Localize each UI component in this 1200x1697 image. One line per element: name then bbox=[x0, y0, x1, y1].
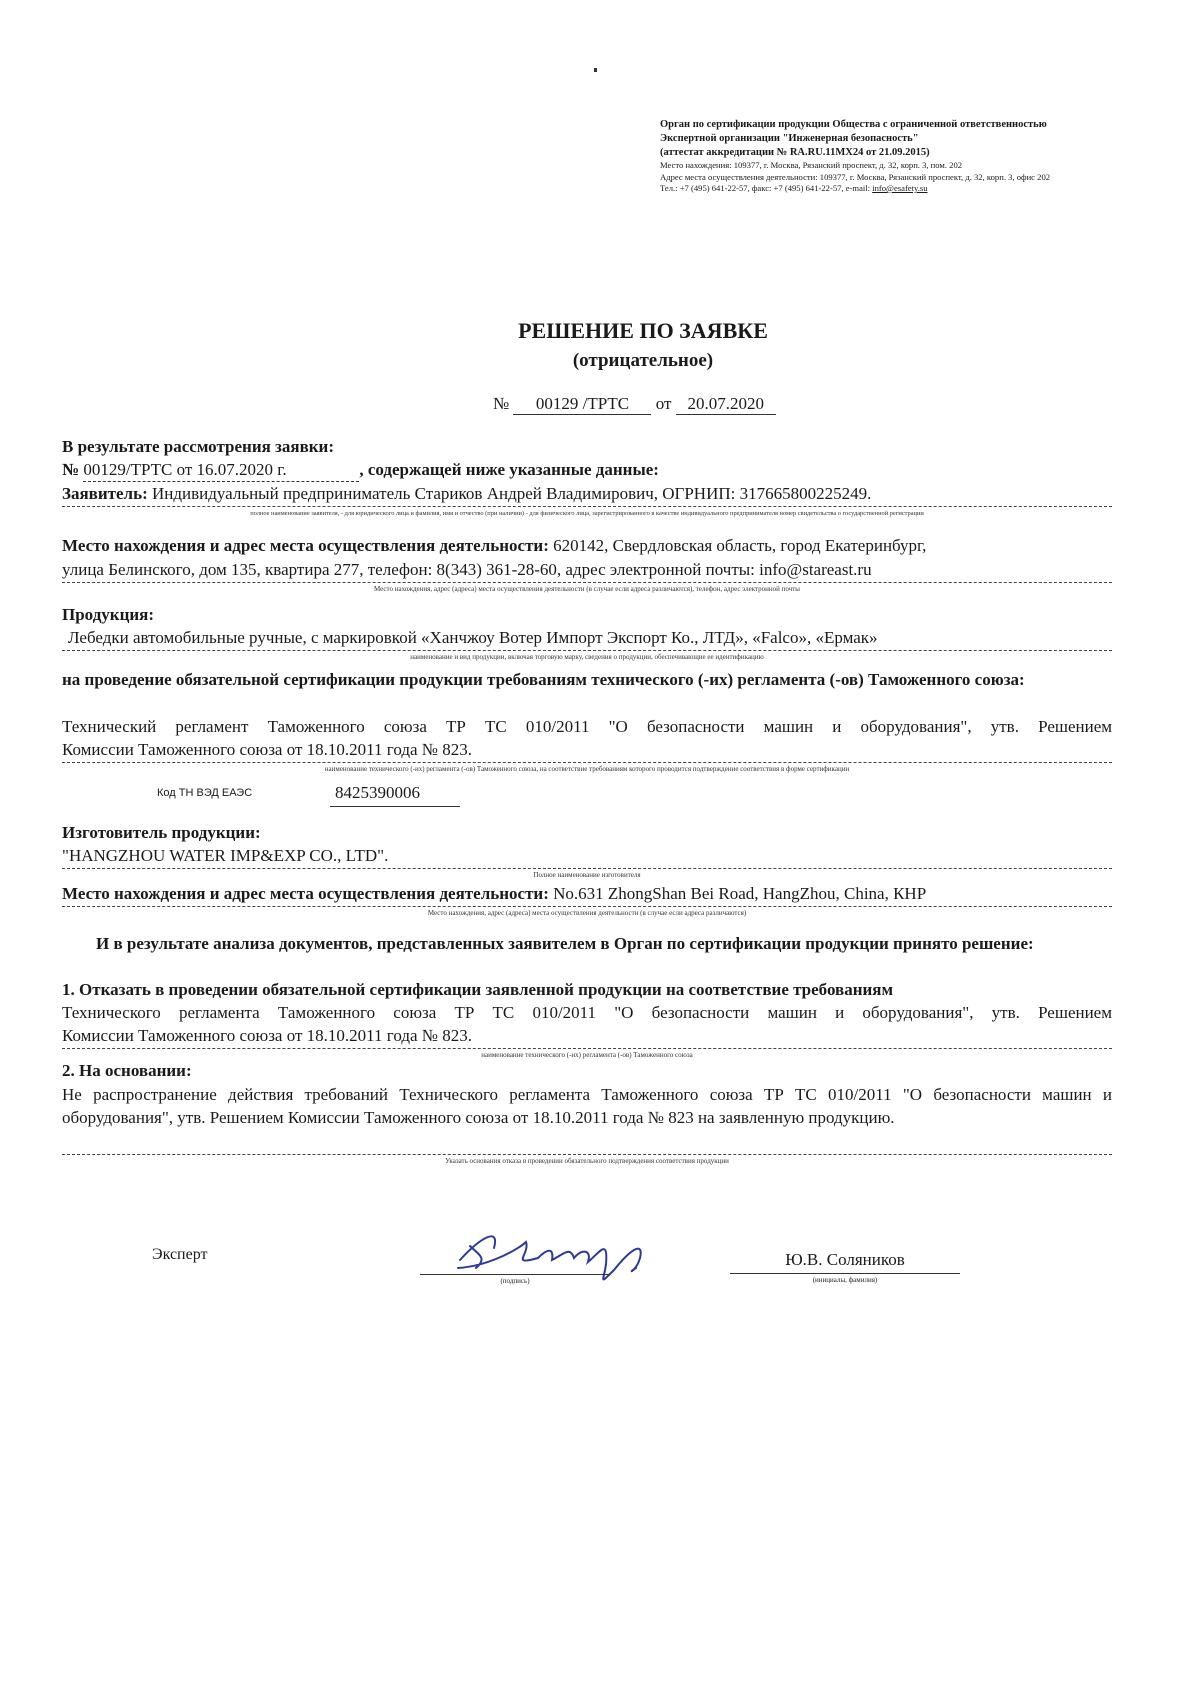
org-attestat: (аттестат аккредитации № RA.RU.11MX24 от 21.09.2015) bbox=[660, 147, 930, 158]
org-location: Место нахождения: 109377, г. Москва, Рязанский проспект, д. 32, корп. 3, пом. 202 bbox=[660, 160, 963, 170]
org-email-link[interactable]: info@esafety.su bbox=[872, 183, 928, 193]
signature-caption: (подпись) bbox=[500, 1277, 530, 1285]
regulation-underline bbox=[62, 762, 1112, 763]
org-header bbox=[660, 118, 1100, 195]
application-number-line: № 00129/ТРТС от 16.07.2020 г. , содержащей ниже указанные данные: bbox=[62, 459, 1112, 482]
decision-item-1-text-2: Комиссии Таможенного союза от 18.10.2011 года № 823. bbox=[62, 1026, 473, 1045]
decision-item-1-text-1: Технического регламента Таможенного союза ТР ТС 010/2011 "О безопасности машин и оборудования", утв. Решением bbox=[62, 1003, 1112, 1022]
location-line-2: улица Белинского, дом 135, квартира 277, телефон: 8(343) 361-28-60, адрес электронной почты: info@stareast.ru bbox=[62, 560, 872, 579]
page-title: РЕШЕНИЕ ПО ЗАЯВКЕ bbox=[518, 318, 768, 343]
manufacturer-location-underline bbox=[62, 906, 1112, 907]
expert-name: Ю.В. Соляников bbox=[785, 1250, 905, 1269]
product-caption: наименование и вид продукции, включая торговую марку, сведения о продукции, обеспечивающие ее идентификацию bbox=[410, 653, 764, 661]
decision-date: 20.07.2020 bbox=[676, 394, 776, 415]
manufacturer-caption: Полное наименование изготовителя bbox=[533, 871, 641, 879]
location-underline bbox=[62, 582, 1112, 583]
decision-item-1-title: 1. Отказать в проведении обязательной сертификации заявленной продукции на соответствие требованиям bbox=[62, 980, 894, 999]
product-underline bbox=[62, 650, 1112, 651]
regulation-line-2: Комиссии Таможенного союза от 18.10.2011 года № 823. bbox=[62, 740, 473, 759]
applicant-value: Индивидуальный предприниматель Стариков Андрей Владимирович, ОГРНИП: 317665800225249. bbox=[151, 484, 872, 503]
org-name: Орган по сертификации продукции Общества с ограниченной ответственностью bbox=[660, 119, 1047, 130]
page-subtitle: (отрицательное) bbox=[572, 350, 714, 371]
expert-name-caption: (инициалы, фамилия) bbox=[812, 1276, 878, 1284]
application-heading: В результате рассмотрения заявки: bbox=[62, 437, 335, 456]
application-number: 00129/ТРТС от 16.07.2020 г. bbox=[83, 459, 359, 482]
expert-name-underline bbox=[730, 1273, 960, 1274]
signature-underline bbox=[420, 1274, 610, 1275]
applicant-caption: полное наименование заявителя, - для юридического лица и фамилия, имя и отчество (при наличии) - для физического лица, зарегистрированного в качестве индивидуального предпринимателя номер свидетельства о государственной регистрации bbox=[250, 510, 924, 517]
decision-number: № 00129 /ТРТС от 20.07.2020 bbox=[493, 394, 776, 415]
manufacturer-location-line: Место нахождения и адрес места осуществления деятельности: No.631 ZhongShan Bei Road, HangZhou, China, КНР bbox=[62, 884, 927, 903]
org-activity: Адрес места осуществления деятельности: 109377, г. Москва, Рязанский проспект, д. 32, корп. 3, офис 202 bbox=[660, 171, 1051, 182]
location-caption: Место нахождения, адрес (адреса) места осуществления деятельности (в случае если адреса различаются), телефон, адрес электронной почты bbox=[373, 585, 800, 593]
regulation-line-1: Технический регламент Таможенного союза ТР ТС 010/2011 "О безопасности машин и оборудования", утв. Решением bbox=[62, 717, 1112, 736]
manufacturer-label: Изготовитель продукции: bbox=[62, 823, 261, 842]
decision-item-1-caption: наименование технического (-их) регламента (-ов) Таможенного союза bbox=[481, 1051, 693, 1059]
applicant-underline bbox=[62, 506, 1112, 507]
product-value: Лебедки автомобильные ручные, с маркировкой «Ханчжоу Вотер Импорт Экспорт Ко., ЛТД», «Falco», «Ермак» bbox=[68, 628, 878, 647]
manufacturer-underline bbox=[62, 868, 1112, 869]
decision-item-1-underline bbox=[62, 1048, 1112, 1049]
product-label: Продукция: bbox=[62, 605, 155, 624]
expert-label: Эксперт bbox=[152, 1246, 208, 1263]
decision-item-2-underline bbox=[62, 1154, 1112, 1155]
certification-text: на проведение обязательной сертификации продукции требованиям технического (-их) регламента (-ов) Таможенного союза: bbox=[62, 670, 1025, 689]
tnved-underline bbox=[330, 806, 460, 807]
tnved-value: 8425390006 bbox=[335, 783, 420, 802]
manufacturer-value: "HANGZHOU WATER IMP&EXP CO., LTD". bbox=[62, 846, 389, 865]
decision-item-2-caption: Указать основания отказа в проведении обязательного подтверждения соответствия продукции bbox=[445, 1157, 729, 1165]
applicant-line: Заявитель: Индивидуальный предприниматель Стариков Андрей Владимирович, ОГРНИП: 317665800225249. bbox=[62, 484, 872, 503]
org-expert: Экспертной организации "Инженерная безопасность" bbox=[660, 133, 919, 144]
decision-item-2-title: 2. На основании: bbox=[62, 1061, 192, 1080]
tnved-label: Код ТН ВЭД ЕАЭС bbox=[157, 787, 253, 799]
regulation-caption: наименование технического (-их) регламента (-ов) Таможенного союза, на соответствие требованиям которого проводится подтверждение соответствия в форме сертификации bbox=[324, 765, 850, 773]
decision-intro: И в результате анализа документов, представленных заявителем в Орган по сертификации продукции принято решение: bbox=[96, 934, 1034, 953]
location-line: Место нахождения и адрес места осуществления деятельности: 620142, Свердловская область, город Екатеринбург, bbox=[62, 536, 927, 555]
decision-number-value: 00129 /ТРТС bbox=[513, 394, 651, 415]
decision-item-2-text: Не распространение действия требований Технического регламента Таможенного союза ТР ТС 010/2011 "О безопасности машин и оборудования", утв. Решением Комиссии Таможенного союза от 18.10.2011 года № 823 на заявленную продукцию. bbox=[62, 1085, 1112, 1127]
org-contacts: Тел.: +7 (495) 641-22-57, факс: +7 (495) 641-22-57, e-mail: info@esafety.su bbox=[660, 183, 928, 193]
scan-mark bbox=[594, 68, 597, 72]
manufacturer-location-caption: Место нахождения, адрес (адреса) места осуществления деятельности (в случае если адреса различаются) bbox=[427, 909, 747, 917]
